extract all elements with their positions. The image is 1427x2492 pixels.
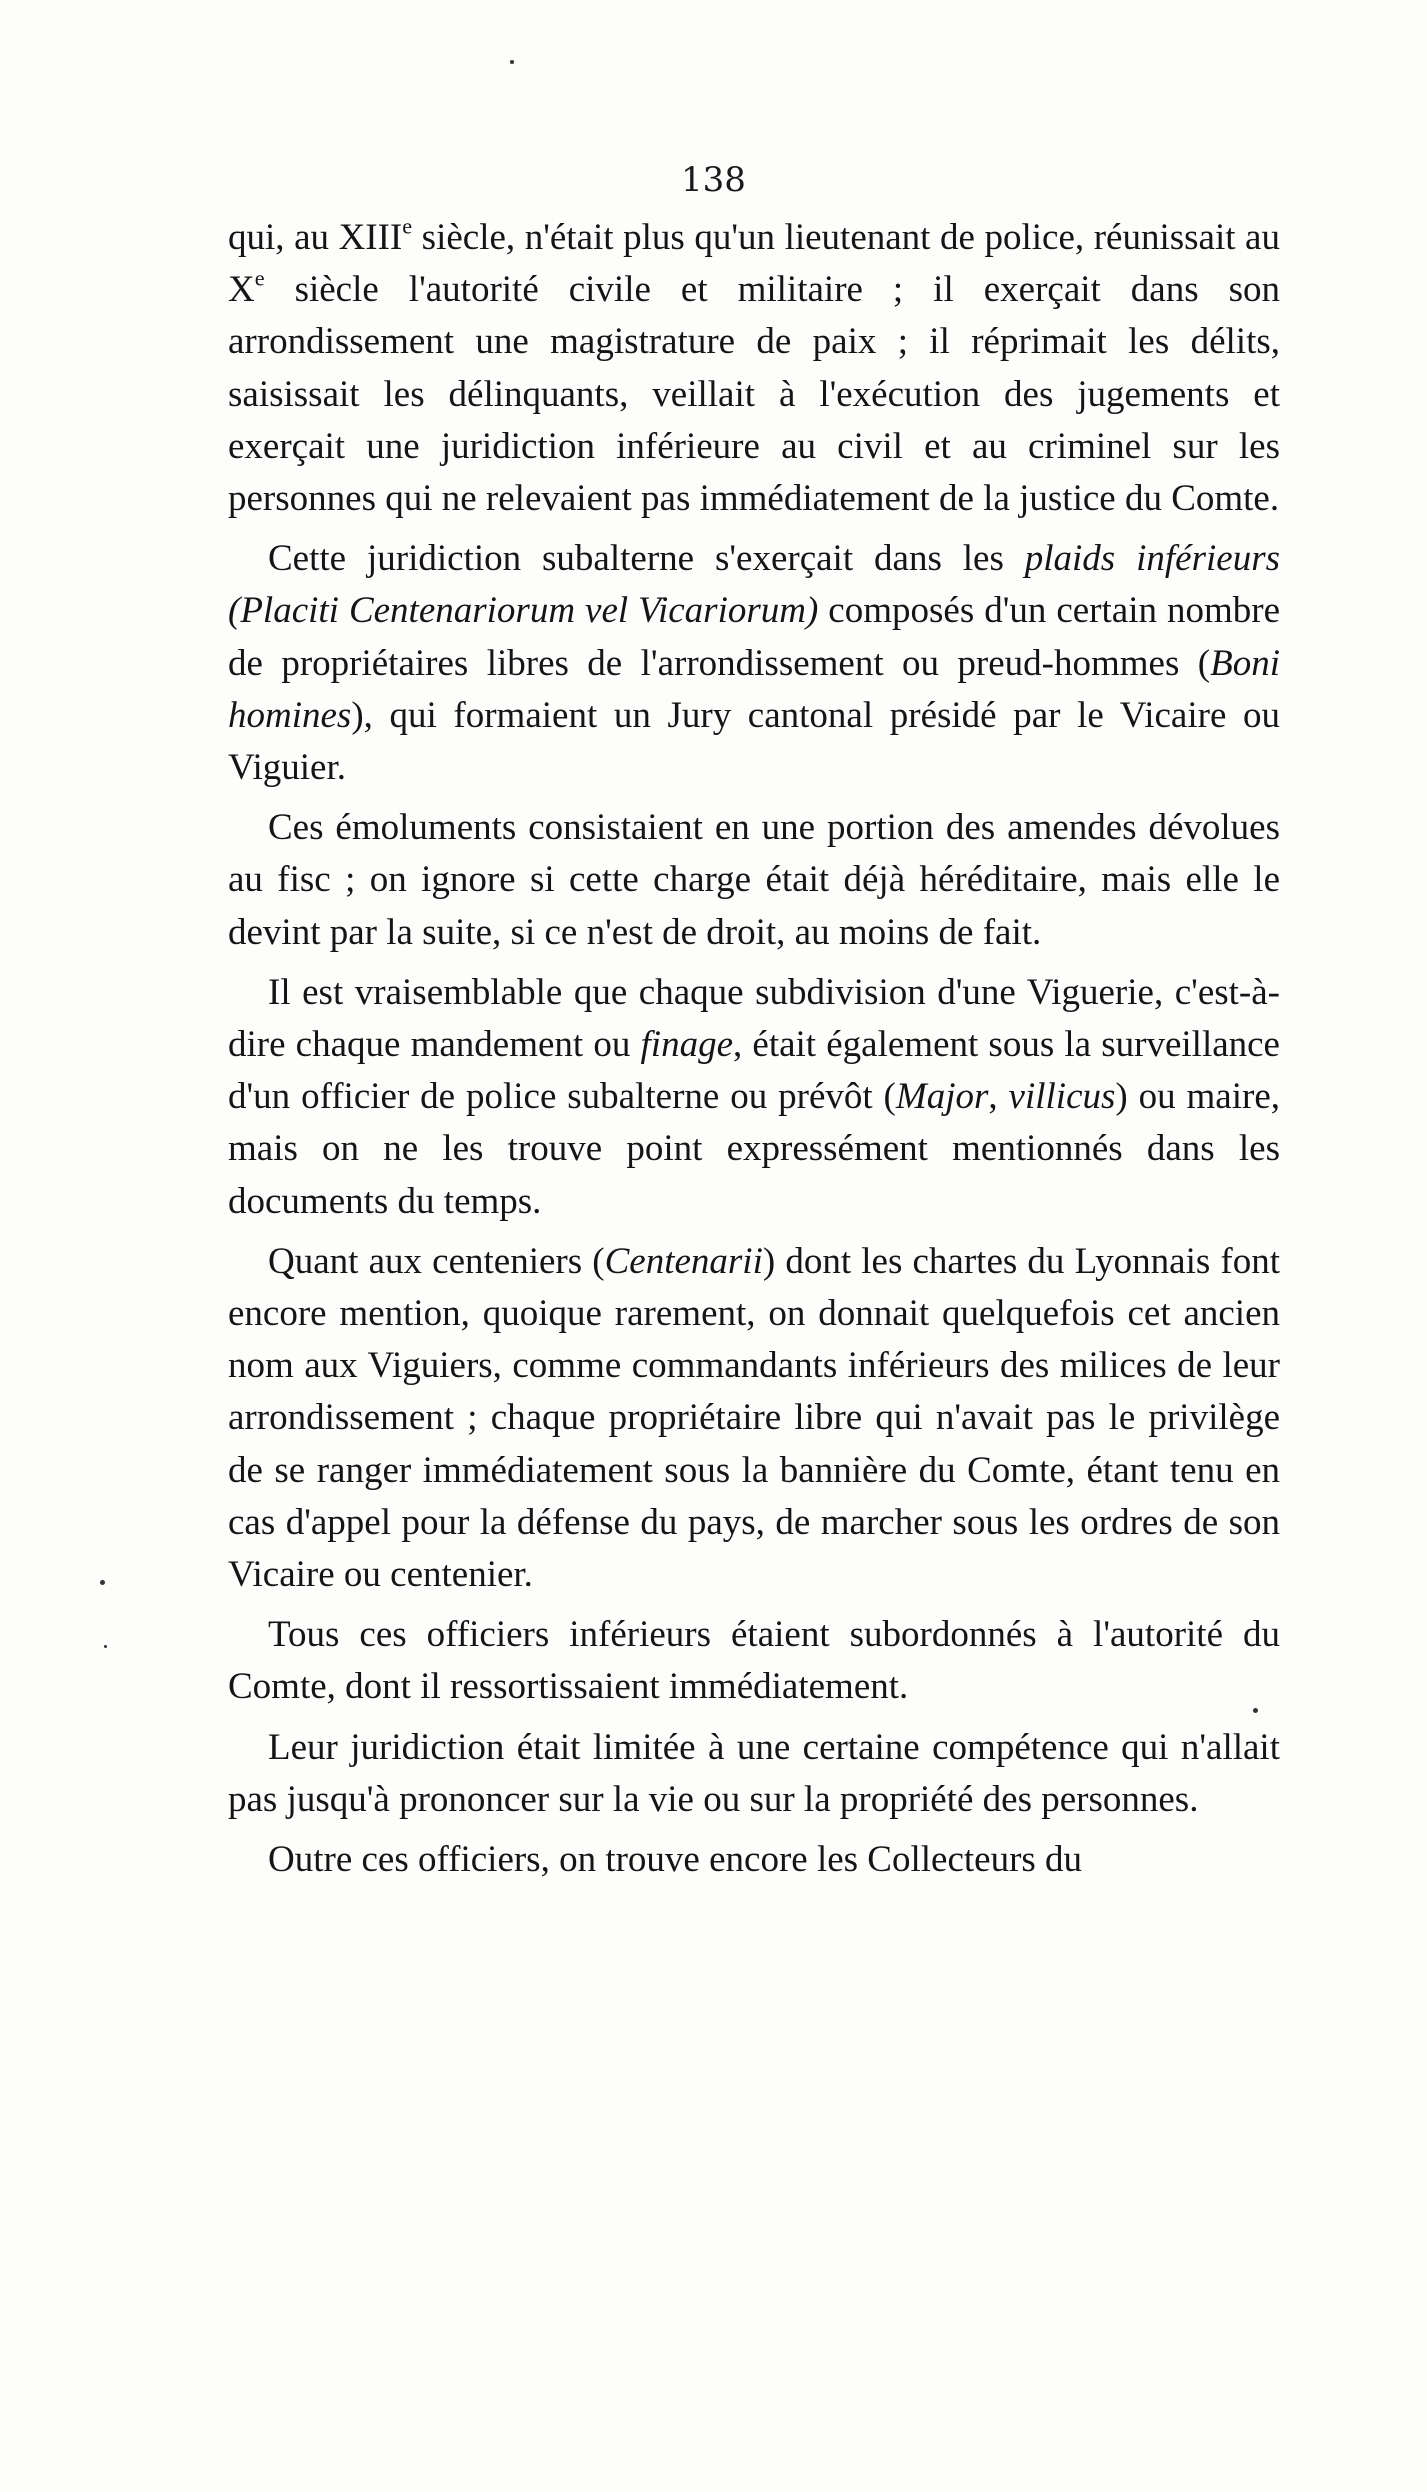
italic-text: plaids inférieurs (Placiti Centenariorum vel Vicariorum) <box>228 538 1280 632</box>
text-run: ) dont les chartes du Lyonnais font encore mention, quoique rarement, on donnait quelquefois cet ancien nom aux Viguiers, comme commandants inférieurs des milices de leur arrondissement ; chaque propriétaire libre qui n'avait pas le privilège de se ranger immédiatement sous la bannière du Comte, étant tenu en cas d'appel pour la défense du pays, de marcher sous les ordres de son Vicaire ou centenier. <box>228 1240 1280 1596</box>
italic-text: finage <box>640 1024 733 1066</box>
text-run: Quant aux centeniers ( <box>268 1240 605 1282</box>
text-run: , était également sous la surveillance d'un officier de police subalterne ou prévôt ( <box>228 1024 1280 1118</box>
superscript: e <box>254 265 265 291</box>
text-run: ) ou maire, mais on ne les trouve point expressément mentionnés dans les documents du temps. <box>228 1076 1280 1222</box>
paragraph <box>228 802 1280 959</box>
text-run: , <box>988 1076 1009 1118</box>
paragraph <box>228 1609 1280 1713</box>
text-run: siècle l'autorité civile et militaire ; il exerçait dans son arrondissement une magistrature de paix ; il réprimait les délits, saisissait les délinquants, veillait à l'exécution des jugements et exerçait une juridiction inférieure au civil et au criminel sur les personnes qui ne relevaient pas immédiatement de la justice du Comte. <box>228 269 1280 520</box>
text-run: Il est vraisemblable que chaque subdivision d'une Viguerie, c'est-à-dire chaque mandement ou <box>228 971 1280 1066</box>
italic-text: villicus <box>1008 1076 1116 1118</box>
ink-speck <box>100 1580 105 1585</box>
text-run: siècle, n'était plus qu'un lieutenant de police, réunissait au X <box>228 217 1280 311</box>
body-text <box>228 212 1280 1894</box>
paragraph <box>228 1834 1280 1886</box>
italic-text: Centenarii <box>604 1240 763 1282</box>
text-run: qui, au XIII <box>228 217 403 258</box>
paragraph <box>228 967 1280 1228</box>
paragraph <box>228 1722 1280 1826</box>
ink-speck <box>1253 1708 1258 1713</box>
italic-text: Major <box>895 1076 989 1118</box>
ink-speck <box>104 1645 107 1648</box>
text-run: ), qui formaient un Jury cantonal présidé par le Vicaire ou Viguier. <box>228 694 1280 789</box>
page-number: 138 <box>681 160 746 200</box>
text-run: Outre ces officiers, on trouve encore les Collecteurs du <box>268 1839 1083 1881</box>
text-run: Leur juridiction était limitée à une certaine compétence qui n'allait pas jusqu'à prononcer sur la vie ou sur la propriété des personnes. <box>228 1726 1280 1820</box>
superscript: e <box>402 213 413 239</box>
ink-speck <box>510 60 514 64</box>
text-run: Ces émoluments consistaient en une portion des amendes dévolues au fisc ; on ignore si cette charge était déjà héréditaire, mais elle le devint par la suite, si ce n'est de droit, au moins de fait. <box>228 807 1280 953</box>
paragraph <box>228 212 1280 525</box>
text-run: Tous ces officiers inférieurs étaient subordonnés à l'autorité du Comte, dont il ressortissaient immédiatement. <box>228 1614 1280 1708</box>
paragraph <box>228 533 1280 794</box>
paragraph <box>228 1236 1280 1601</box>
text-run: composés d'un certain nombre de propriétaires libres de l'arrondissement ou preud-hommes ( <box>228 590 1280 684</box>
text-run: Cette juridiction subalterne s'exerçait dans les <box>268 538 1025 580</box>
italic-text: Boni homines <box>228 642 1280 736</box>
